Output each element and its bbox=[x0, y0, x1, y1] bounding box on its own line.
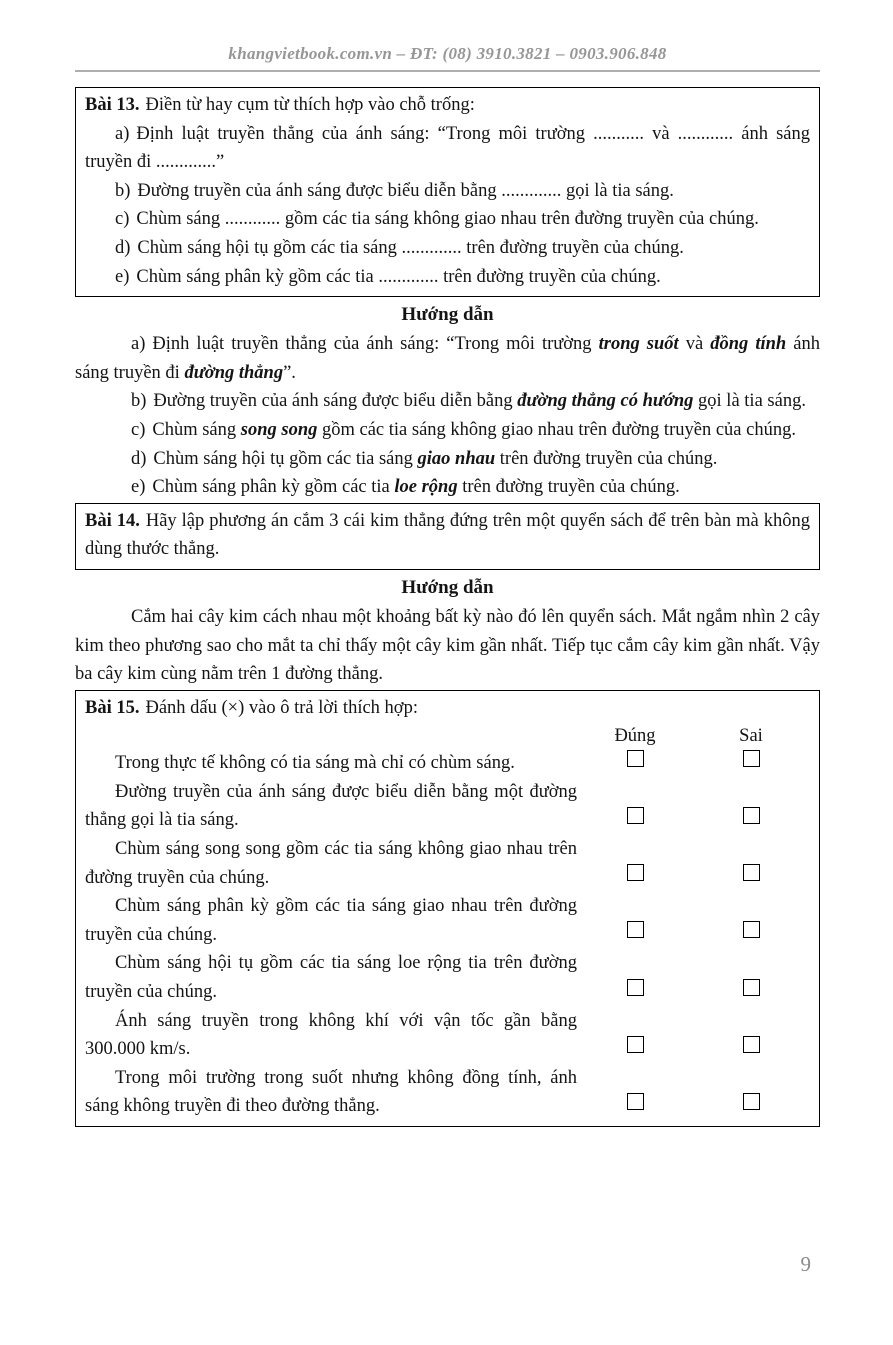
header-divider bbox=[75, 70, 820, 72]
checkbox-sai[interactable] bbox=[743, 979, 760, 996]
statement-row-6 bbox=[85, 1007, 810, 1064]
checkbox-dung[interactable] bbox=[627, 807, 644, 824]
sai-cell bbox=[693, 979, 809, 1007]
dung-cell bbox=[577, 921, 693, 949]
statement-text: Ánh sáng truyền trong không khí với vận tốc gần bằng 300.000 km/s. bbox=[85, 1010, 577, 1060]
checkbox-sai[interactable] bbox=[743, 1093, 760, 1110]
statement-row-4 bbox=[85, 892, 810, 949]
statement-text: Trong môi trường trong suốt nhưng không đồng tính, ánh sáng không truyền đi theo đường thẳng. bbox=[85, 1067, 577, 1117]
checkbox-dung[interactable] bbox=[627, 864, 644, 881]
dung-cell bbox=[577, 1093, 693, 1121]
sai-cell bbox=[693, 921, 809, 949]
solution-13-item-e: e) Chùm sáng phân kỳ gồm các tia loe rộng trên đường truyền của chúng. bbox=[131, 477, 680, 498]
sai-cell bbox=[693, 807, 809, 835]
exercise-13-item-d: d) Chùm sáng hội tụ gồm các tia sáng ............. trên đường truyền của chúng. bbox=[115, 237, 684, 258]
exercise-13-title bbox=[85, 91, 810, 120]
statement-text: Đường truyền của ánh sáng được biểu diễn bằng một đường thẳng gọi là tia sáng. bbox=[85, 781, 577, 831]
exercise-14-text: Bài 14. Hãy lập phương án cắm 3 cái kim thẳng đứng trên một quyển sách để trên bàn mà không dùng thước thẳng. bbox=[85, 510, 810, 560]
solution-14-section bbox=[75, 573, 820, 689]
statement-row-3 bbox=[85, 835, 810, 892]
columns-header-spacer bbox=[85, 723, 577, 749]
exercise-15-box bbox=[75, 690, 820, 1127]
statement-text: Chùm sáng hội tụ gồm các tia sáng loe rộng tia trên đường truyền của chúng. bbox=[85, 953, 577, 1003]
exercise-14-box bbox=[75, 503, 820, 570]
exercise-14-label: Bài 14. bbox=[85, 510, 140, 531]
solution-13-item-a: a) Định luật truyền thẳng của ánh sáng: “Trong môi trường trong suốt và đồng tính ánh sáng truyền đi đường thẳng”. bbox=[75, 334, 820, 383]
solution-13-item-c: c) Chùm sáng song song gồm các tia sáng không giao nhau trên đường truyền của chúng. bbox=[131, 419, 796, 440]
document-page bbox=[75, 0, 820, 1127]
column-label-sai: Sai bbox=[739, 726, 763, 747]
dung-cell bbox=[577, 979, 693, 1007]
statement-row-7 bbox=[85, 1064, 810, 1121]
checkbox-sai[interactable] bbox=[743, 864, 760, 881]
sai-cell bbox=[693, 750, 809, 778]
checkbox-dung[interactable] bbox=[627, 1093, 644, 1110]
checkbox-sai[interactable] bbox=[743, 750, 760, 767]
exercise-15-label: Bài 15. bbox=[85, 697, 140, 718]
dung-cell bbox=[577, 864, 693, 892]
dung-cell bbox=[577, 750, 693, 778]
statement-text: Chùm sáng song song gồm các tia sáng không giao nhau trên đường truyền của chúng. bbox=[85, 839, 577, 888]
checkbox-dung[interactable] bbox=[627, 1036, 644, 1053]
exercise-13-intro: Điền từ hay cụm từ thích hợp vào chỗ trống: bbox=[145, 95, 475, 115]
checkbox-sai[interactable] bbox=[743, 1036, 760, 1053]
statement-row-2 bbox=[85, 778, 810, 835]
solution-14-text: Cắm hai cây kim cách nhau một khoảng bất kỳ nào đó lên quyển sách. Mắt ngắm nhìn 2 cây kim theo phương sao cho mắt ta chỉ thấy một cây kim gần nhất. Tiếp tục cắm cây kim gần nhất. Vậy ba cây kim cùng nằm trên 1 đường thẳng. bbox=[75, 606, 820, 685]
checkbox-sai[interactable] bbox=[743, 921, 760, 938]
column-label-dung: Đúng bbox=[614, 726, 656, 747]
solution-14-title: Hướng dẫn bbox=[401, 576, 494, 598]
statement-text: Trong thực tế không có tia sáng mà chỉ có chùm sáng. bbox=[115, 753, 515, 774]
checkbox-dung[interactable] bbox=[627, 750, 644, 767]
dung-cell bbox=[577, 1036, 693, 1064]
answer-columns-header bbox=[85, 723, 810, 749]
statement-text: Chùm sáng phân kỳ gồm các tia sáng giao nhau trên đường truyền của chúng. bbox=[85, 896, 577, 945]
statement-row-5 bbox=[85, 949, 810, 1006]
sai-cell bbox=[693, 1093, 809, 1121]
exercise-15-intro: Đánh dấu (×) vào ô trả lời thích hợp: bbox=[145, 697, 418, 718]
page-header bbox=[75, 0, 820, 72]
exercise-13-label: Bài 13. bbox=[85, 95, 140, 115]
page-number: 9 bbox=[800, 1252, 811, 1276]
statement-row-1 bbox=[85, 749, 810, 778]
sai-cell bbox=[693, 1036, 809, 1064]
checkbox-sai[interactable] bbox=[743, 807, 760, 824]
solution-13-title: Hướng dẫn bbox=[401, 304, 494, 326]
exercise-15-title bbox=[85, 694, 810, 723]
dung-cell bbox=[577, 807, 693, 835]
exercise-13-item-b: b) Đường truyền của ánh sáng được biểu diễn bằng ............. gọi là tia sáng. bbox=[115, 180, 674, 201]
header-website-text: khangvietbook.com.vn – ĐT: (08) 3910.3821 – 0903.906.848 bbox=[228, 44, 667, 63]
exercise-13-item-c: c) Chùm sáng ............ gồm các tia sáng không giao nhau trên đường truyền của chúng. bbox=[115, 209, 759, 230]
solution-13-item-b: b) Đường truyền của ánh sáng được biểu diễn bằng đường thẳng có hướng gọi là tia sáng. bbox=[131, 391, 806, 412]
solution-13-item-d: d) Chùm sáng hội tụ gồm các tia sáng giao nhau trên đường truyền của chúng. bbox=[131, 448, 718, 469]
checkbox-dung[interactable] bbox=[627, 979, 644, 996]
checkbox-dung[interactable] bbox=[627, 921, 644, 938]
exercise-13-item-a: a) Định luật truyền thẳng của ánh sáng: “Trong môi trường ........... và ............ ánh sáng truyền đi .............” bbox=[85, 123, 810, 173]
exercise-13-box bbox=[75, 87, 820, 297]
exercise-13-item-e: e) Chùm sáng phân kỳ gồm các tia ............. trên đường truyền của chúng. bbox=[115, 266, 661, 287]
sai-cell bbox=[693, 864, 809, 892]
solution-13-section bbox=[75, 300, 820, 502]
